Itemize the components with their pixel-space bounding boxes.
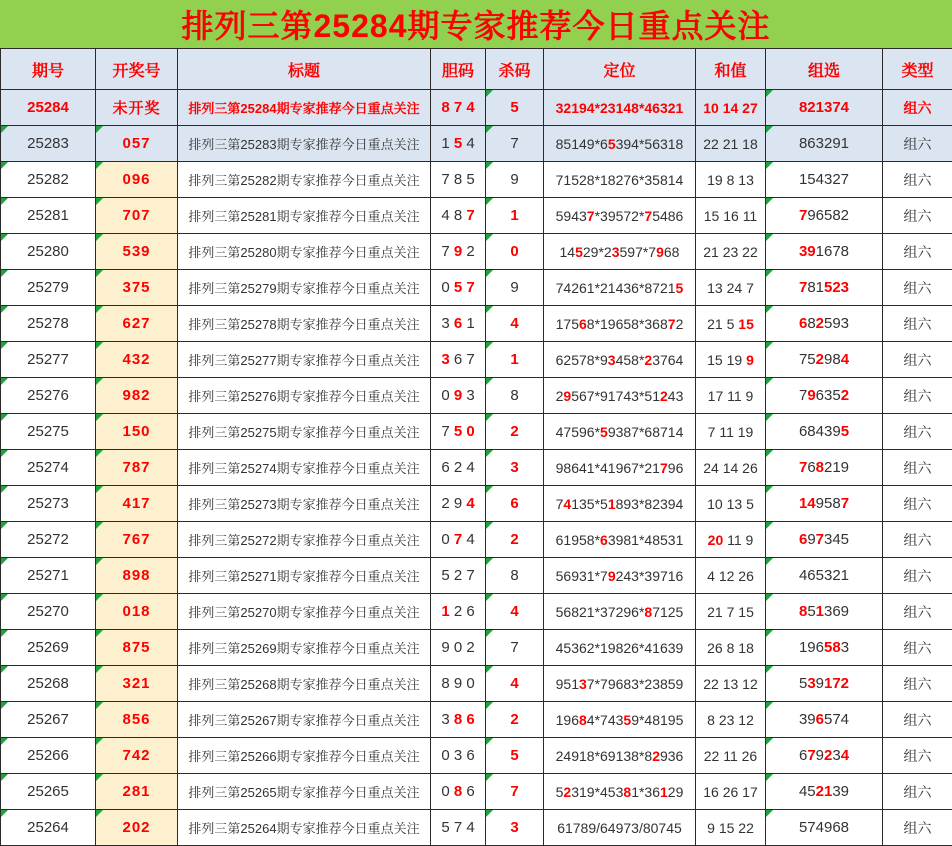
zuxuan-cell: 465321: [766, 558, 883, 594]
type-cell: 组六: [883, 198, 952, 234]
ding-cell: 85149*65394*56318: [544, 126, 696, 162]
hezhi-cell: 13 24 7: [696, 270, 766, 306]
recommend-table: [0, 48, 952, 846]
draw-cell: 898: [96, 558, 178, 594]
dan-cell: 3 6 7: [431, 342, 486, 378]
zuxuan-cell: 196583: [766, 630, 883, 666]
ding-cell: 56931*79243*39716: [544, 558, 696, 594]
period-cell: 25265: [1, 774, 96, 810]
table-row: [1, 450, 952, 486]
zuxuan-cell: 452139: [766, 774, 883, 810]
zuxuan-cell: 391678: [766, 234, 883, 270]
title-cell: 排列三第25279期专家推荐今日重点关注: [178, 270, 431, 306]
type-cell: 组六: [883, 630, 952, 666]
period-cell: 25279: [1, 270, 96, 306]
dan-cell: 4 8 7: [431, 198, 486, 234]
ding-cell: 32194*23148*46321: [544, 90, 696, 126]
col-header-ding: 定位: [544, 49, 696, 90]
table-row: [1, 666, 952, 702]
hezhi-cell: 22 11 26: [696, 738, 766, 774]
table-row: [1, 306, 952, 342]
ding-cell: 29567*91743*51243: [544, 378, 696, 414]
title-cell: 排列三第25272期专家推荐今日重点关注: [178, 522, 431, 558]
hezhi-cell: 10 14 27: [696, 90, 766, 126]
dan-cell: 3 6 1: [431, 306, 486, 342]
table-row: [1, 810, 952, 846]
sha-cell: 4: [486, 306, 544, 342]
table-row: [1, 90, 952, 126]
ding-cell: 17568*19658*36872: [544, 306, 696, 342]
title-cell: 排列三第25280期专家推荐今日重点关注: [178, 234, 431, 270]
period-cell: 25276: [1, 378, 96, 414]
dan-cell: 1 5 4: [431, 126, 486, 162]
hezhi-cell: 22 13 12: [696, 666, 766, 702]
zuxuan-cell: 684395: [766, 414, 883, 450]
zuxuan-cell: 768219: [766, 450, 883, 486]
period-cell: 25270: [1, 594, 96, 630]
zuxuan-cell: 851369: [766, 594, 883, 630]
draw-cell: 未开奖: [96, 90, 178, 126]
type-cell: 组六: [883, 270, 952, 306]
ding-cell: 98641*41967*21796: [544, 450, 696, 486]
ding-cell: 61789/64973/80745: [544, 810, 696, 846]
hezhi-cell: 19 8 13: [696, 162, 766, 198]
title-cell: 排列三第25264期专家推荐今日重点关注: [178, 810, 431, 846]
title-cell: 排列三第25273期专家推荐今日重点关注: [178, 486, 431, 522]
zuxuan-cell: 154327: [766, 162, 883, 198]
title-cell: 排列三第25267期专家推荐今日重点关注: [178, 702, 431, 738]
period-cell: 25274: [1, 450, 96, 486]
sha-cell: 7: [486, 630, 544, 666]
ding-cell: 74135*51893*82394: [544, 486, 696, 522]
type-cell: 组六: [883, 126, 952, 162]
type-cell: 组六: [883, 414, 952, 450]
sha-cell: 9: [486, 270, 544, 306]
hezhi-cell: 21 7 15: [696, 594, 766, 630]
draw-cell: 742: [96, 738, 178, 774]
hezhi-cell: 4 12 26: [696, 558, 766, 594]
ding-cell: 52319*45381*36129: [544, 774, 696, 810]
period-cell: 25273: [1, 486, 96, 522]
zuxuan-cell: 796352: [766, 378, 883, 414]
table-row: [1, 234, 952, 270]
sha-cell: 6: [486, 486, 544, 522]
sha-cell: 8: [486, 378, 544, 414]
period-cell: 25269: [1, 630, 96, 666]
dan-cell: 0 9 3: [431, 378, 486, 414]
period-cell: 25275: [1, 414, 96, 450]
period-cell: 25277: [1, 342, 96, 378]
period-cell: 25264: [1, 810, 96, 846]
period-cell: 25267: [1, 702, 96, 738]
sha-cell: 2: [486, 522, 544, 558]
title-cell: 排列三第25278期专家推荐今日重点关注: [178, 306, 431, 342]
ding-cell: 62578*93458*23764: [544, 342, 696, 378]
draw-cell: 856: [96, 702, 178, 738]
sha-cell: 4: [486, 594, 544, 630]
zuxuan-cell: 679234: [766, 738, 883, 774]
type-cell: 组六: [883, 774, 952, 810]
type-cell: 组六: [883, 306, 952, 342]
col-header-sha: 杀码: [486, 49, 544, 90]
hezhi-cell: 10 13 5: [696, 486, 766, 522]
type-cell: 组六: [883, 162, 952, 198]
table-row: [1, 702, 952, 738]
header-row: [1, 49, 952, 90]
zuxuan-cell: 574968: [766, 810, 883, 846]
dan-cell: 8 9 0: [431, 666, 486, 702]
sha-cell: 1: [486, 342, 544, 378]
type-cell: 组六: [883, 450, 952, 486]
type-cell: 组六: [883, 90, 952, 126]
dan-cell: 0 3 6: [431, 738, 486, 774]
col-header-zuxuan: 组选: [766, 49, 883, 90]
type-cell: 组六: [883, 378, 952, 414]
type-cell: 组六: [883, 702, 952, 738]
zuxuan-cell: 863291: [766, 126, 883, 162]
draw-cell: 982: [96, 378, 178, 414]
title-cell: 排列三第25283期专家推荐今日重点关注: [178, 126, 431, 162]
sha-cell: 1: [486, 198, 544, 234]
hezhi-cell: 17 11 9: [696, 378, 766, 414]
period-cell: 25281: [1, 198, 96, 234]
col-header-draw: 开奖号: [96, 49, 178, 90]
title-cell: 排列三第25266期专家推荐今日重点关注: [178, 738, 431, 774]
hezhi-cell: 15 16 11: [696, 198, 766, 234]
ding-cell: 61958*63981*48531: [544, 522, 696, 558]
banner-title: 排列三第25284期专家推荐今日重点关注: [182, 1, 771, 47]
draw-cell: 321: [96, 666, 178, 702]
title-cell: 排列三第25277期专家推荐今日重点关注: [178, 342, 431, 378]
type-cell: 组六: [883, 234, 952, 270]
draw-cell: 767: [96, 522, 178, 558]
zuxuan-cell: 396574: [766, 702, 883, 738]
table-row: [1, 198, 952, 234]
dan-cell: 1 2 6: [431, 594, 486, 630]
type-cell: 组六: [883, 738, 952, 774]
table-body: [1, 90, 952, 846]
table-row: [1, 774, 952, 810]
sha-cell: 2: [486, 414, 544, 450]
draw-cell: 432: [96, 342, 178, 378]
col-header-period: 期号: [1, 49, 96, 90]
hezhi-cell: 15 19 9: [696, 342, 766, 378]
hezhi-cell: 7 11 19: [696, 414, 766, 450]
hezhi-cell: 24 14 26: [696, 450, 766, 486]
type-cell: 组六: [883, 810, 952, 846]
ding-cell: 45362*19826*41639: [544, 630, 696, 666]
period-cell: 25284: [1, 90, 96, 126]
dan-cell: 6 2 4: [431, 450, 486, 486]
ding-cell: 14529*23597*7968: [544, 234, 696, 270]
sha-cell: 3: [486, 450, 544, 486]
type-cell: 组六: [883, 486, 952, 522]
type-cell: 组六: [883, 594, 952, 630]
zuxuan-cell: 752984: [766, 342, 883, 378]
draw-cell: 375: [96, 270, 178, 306]
table-row: [1, 558, 952, 594]
type-cell: 组六: [883, 558, 952, 594]
period-cell: 25268: [1, 666, 96, 702]
title-cell: 排列三第25282期专家推荐今日重点关注: [178, 162, 431, 198]
sha-cell: 5: [486, 738, 544, 774]
draw-cell: 281: [96, 774, 178, 810]
title-cell: 排列三第25281期专家推荐今日重点关注: [178, 198, 431, 234]
title-cell: 排列三第25270期专家推荐今日重点关注: [178, 594, 431, 630]
sha-cell: 0: [486, 234, 544, 270]
table-row: [1, 630, 952, 666]
hezhi-cell: 16 26 17: [696, 774, 766, 810]
sha-cell: 4: [486, 666, 544, 702]
sha-cell: 7: [486, 774, 544, 810]
draw-cell: 150: [96, 414, 178, 450]
title-cell: 排列三第25274期专家推荐今日重点关注: [178, 450, 431, 486]
title-cell: 排列三第25284期专家推荐今日重点关注: [178, 90, 431, 126]
hezhi-cell: 21 5 15: [696, 306, 766, 342]
table-row: [1, 594, 952, 630]
banner: [0, 0, 952, 48]
hezhi-cell: 21 23 22: [696, 234, 766, 270]
draw-cell: 202: [96, 810, 178, 846]
col-header-type: 类型: [883, 49, 952, 90]
ding-cell: 59437*39572*75486: [544, 198, 696, 234]
sha-cell: 9: [486, 162, 544, 198]
type-cell: 组六: [883, 342, 952, 378]
table-row: [1, 738, 952, 774]
dan-cell: 5 7 4: [431, 810, 486, 846]
hezhi-cell: 9 15 22: [696, 810, 766, 846]
period-cell: 25266: [1, 738, 96, 774]
ding-cell: 71528*18276*35814: [544, 162, 696, 198]
draw-cell: 539: [96, 234, 178, 270]
zuxuan-cell: 697345: [766, 522, 883, 558]
col-header-dan: 胆码: [431, 49, 486, 90]
draw-cell: 627: [96, 306, 178, 342]
dan-cell: 3 8 6: [431, 702, 486, 738]
zuxuan-cell: 149587: [766, 486, 883, 522]
draw-cell: 787: [96, 450, 178, 486]
table-row: [1, 378, 952, 414]
hezhi-cell: 22 21 18: [696, 126, 766, 162]
draw-cell: 096: [96, 162, 178, 198]
sha-cell: 5: [486, 90, 544, 126]
ding-cell: 19684*74359*48195: [544, 702, 696, 738]
ding-cell: 47596*59387*68714: [544, 414, 696, 450]
table-row: [1, 522, 952, 558]
title-cell: 排列三第25269期专家推荐今日重点关注: [178, 630, 431, 666]
title-cell: 排列三第25276期专家推荐今日重点关注: [178, 378, 431, 414]
dan-cell: 7 5 0: [431, 414, 486, 450]
period-cell: 25272: [1, 522, 96, 558]
type-cell: 组六: [883, 522, 952, 558]
draw-cell: 875: [96, 630, 178, 666]
col-header-hezhi: 和值: [696, 49, 766, 90]
dan-cell: 0 5 7: [431, 270, 486, 306]
zuxuan-cell: 781523: [766, 270, 883, 306]
dan-cell: 2 9 4: [431, 486, 486, 522]
hezhi-cell: 26 8 18: [696, 630, 766, 666]
draw-cell: 018: [96, 594, 178, 630]
type-cell: 组六: [883, 666, 952, 702]
period-cell: 25278: [1, 306, 96, 342]
table-row: [1, 486, 952, 522]
zuxuan-cell: 796582: [766, 198, 883, 234]
sha-cell: 7: [486, 126, 544, 162]
col-header-title: 标题: [178, 49, 431, 90]
ding-cell: 56821*37296*87125: [544, 594, 696, 630]
title-cell: 排列三第25265期专家推荐今日重点关注: [178, 774, 431, 810]
period-cell: 25271: [1, 558, 96, 594]
zuxuan-cell: 539172: [766, 666, 883, 702]
ding-cell: 74261*21436*87215: [544, 270, 696, 306]
dan-cell: 0 8 6: [431, 774, 486, 810]
table-row: [1, 414, 952, 450]
table-row: [1, 162, 952, 198]
table-row: [1, 342, 952, 378]
dan-cell: 5 2 7: [431, 558, 486, 594]
period-cell: 25280: [1, 234, 96, 270]
dan-cell: 7 8 5: [431, 162, 486, 198]
title-cell: 排列三第25268期专家推荐今日重点关注: [178, 666, 431, 702]
period-cell: 25283: [1, 126, 96, 162]
sha-cell: 3: [486, 810, 544, 846]
zuxuan-cell: 682593: [766, 306, 883, 342]
draw-cell: 707: [96, 198, 178, 234]
ding-cell: 24918*69138*82936: [544, 738, 696, 774]
sha-cell: 2: [486, 702, 544, 738]
draw-cell: 417: [96, 486, 178, 522]
dan-cell: 8 7 4: [431, 90, 486, 126]
hezhi-cell: 8 23 12: [696, 702, 766, 738]
hezhi-cell: 20 11 9: [696, 522, 766, 558]
table-row: [1, 270, 952, 306]
dan-cell: 9 0 2: [431, 630, 486, 666]
title-cell: 排列三第25271期专家推荐今日重点关注: [178, 558, 431, 594]
sha-cell: 8: [486, 558, 544, 594]
title-cell: 排列三第25275期专家推荐今日重点关注: [178, 414, 431, 450]
draw-cell: 057: [96, 126, 178, 162]
period-cell: 25282: [1, 162, 96, 198]
ding-cell: 95137*79683*23859: [544, 666, 696, 702]
dan-cell: 0 7 4: [431, 522, 486, 558]
table-row: [1, 126, 952, 162]
dan-cell: 7 9 2: [431, 234, 486, 270]
zuxuan-cell: 821374: [766, 90, 883, 126]
